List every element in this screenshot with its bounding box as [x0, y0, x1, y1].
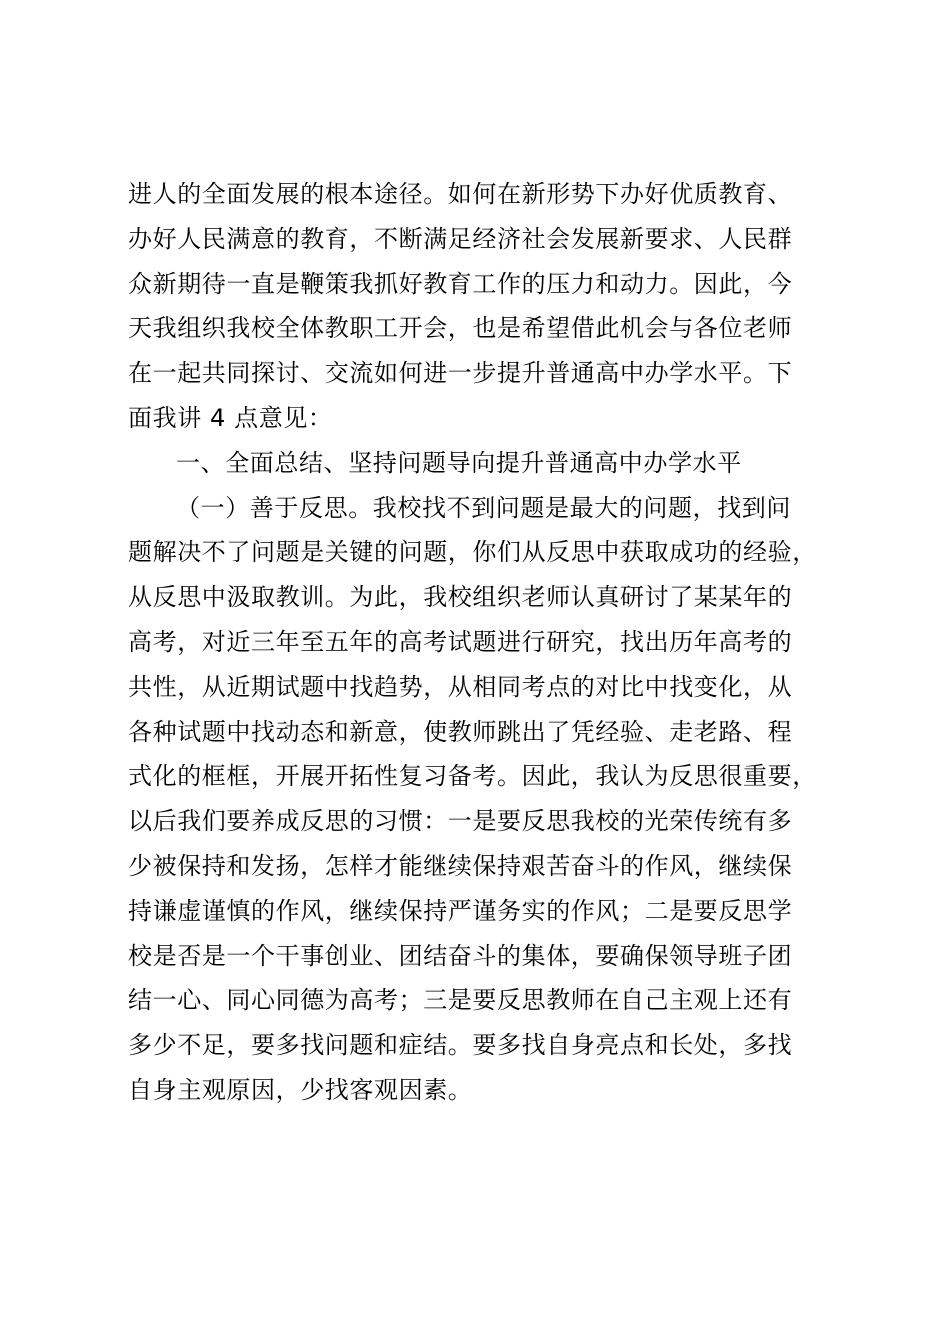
text-line: 题解决不了问题是关键的问题，你们从反思中获取成功的经验， [128, 538, 817, 567]
text-line: 校是否是一个干事创业、团结奋斗的集体，要确保领导班子团 [128, 941, 793, 970]
section-heading: 一、全面总结、坚持问题导向提升普通高中办学水平 [176, 448, 742, 477]
text-line: 面我讲 4 点意见： [128, 403, 333, 432]
text-line: 各种试题中找动态和新意，使教师跳出了凭经验、走老路、程 [128, 717, 793, 746]
text-line: 结一心、同心同德为高考；三是要反思教师在自己主观上还有 [128, 986, 793, 1015]
text-line: 从反思中汲取教训。为此，我校组织老师认真研讨了某某年的 [128, 583, 793, 612]
text-line: 共性，从近期试题中找趋势，从相同考点的对比中找变化，从 [128, 672, 793, 701]
text-line: 在一起共同探讨、交流如何进一步提升普通高中办学水平。下 [128, 359, 793, 388]
text-line: 众新期待一直是鞭策我抓好教育工作的压力和动力。因此，今 [128, 269, 793, 298]
text-line: 进人的全面发展的根本途径。如何在新形势下办好优质教育、 [128, 180, 793, 208]
text-line: 以后我们要养成反思的习惯：一是要反思我校的光荣传统有多 [128, 807, 793, 836]
text-line: 少被保持和发扬，怎样才能继续保持艰苦奋斗的作风，继续保 [128, 851, 793, 880]
text-line: 自身主观原因，少找客观因素。 [128, 1075, 473, 1104]
subsection-heading-line: （一）善于反思。我校找不到问题是最大的问题，找到问 [176, 493, 791, 522]
text-line: 式化的框框，开展开拓性复习备考。因此，我认为反思很重要， [128, 762, 817, 791]
text-line: 多少不足，要多找问题和症结。要多找自身亮点和长处，多找 [128, 1031, 793, 1060]
text-line: 办好人民满意的教育，不断满足经济社会发展新要求、人民群 [128, 224, 793, 253]
text-line: 天我组织我校全体教职工开会，也是希望借此机会与各位老师 [128, 314, 793, 343]
body-text [128, 172, 838, 1113]
text-line: 高考，对近三年至五年的高考试题进行研究，找出历年高考的 [128, 627, 793, 656]
text-line: 持谦虚谨慎的作风，继续保持严谨务实的作风；二是要反思学 [128, 896, 793, 925]
